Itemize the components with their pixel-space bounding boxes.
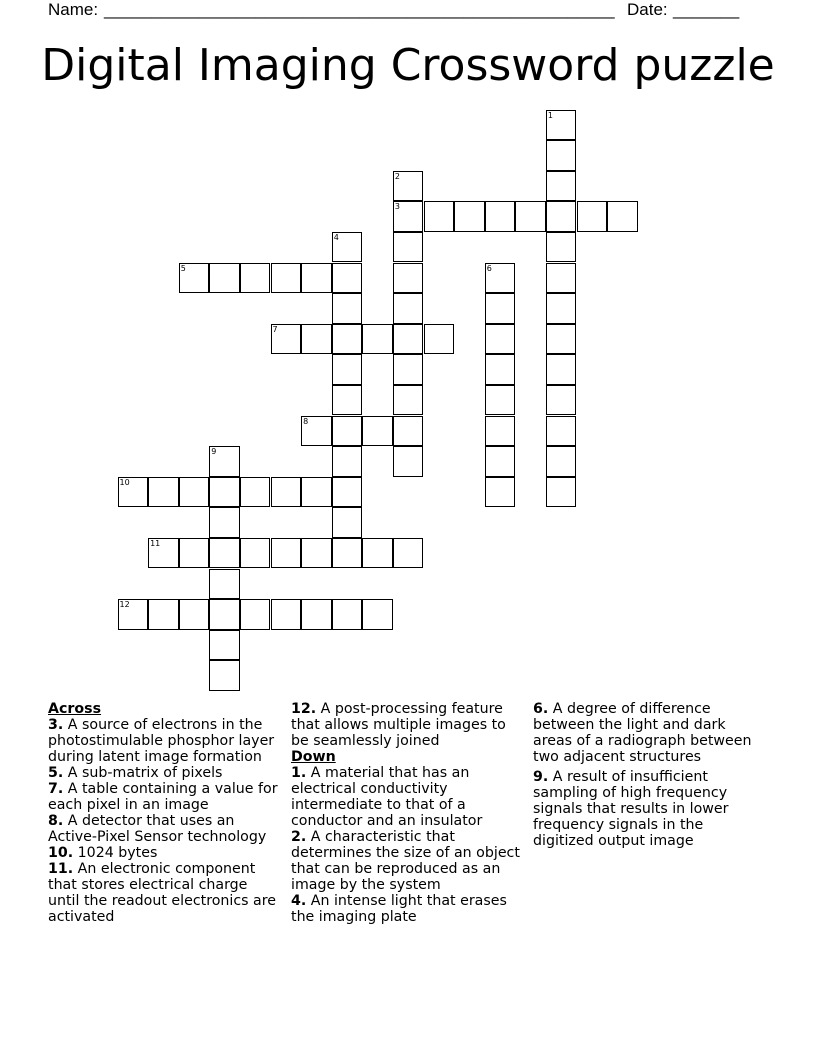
grid-cell[interactable] [332, 507, 363, 538]
grid-cell[interactable] [362, 538, 393, 569]
grid-cell[interactable] [424, 201, 455, 232]
grid-cell[interactable] [209, 263, 240, 294]
clues-column-2 [291, 701, 523, 925]
name-label: Name: [48, 0, 99, 19]
grid-cell[interactable] [271, 538, 302, 569]
grid-cell[interactable] [393, 385, 424, 416]
grid-cell[interactable] [485, 201, 516, 232]
grid-cell[interactable] [301, 538, 332, 569]
grid-cell[interactable] [332, 446, 363, 477]
across-heading: Across [48, 701, 102, 717]
clue-number: 10 [119, 477, 130, 487]
grid-cell[interactable] [485, 446, 516, 477]
grid-cell[interactable] [240, 538, 271, 569]
grid-cell[interactable] [362, 416, 393, 447]
grid-cell[interactable] [240, 263, 271, 294]
clue-number: 3 [394, 202, 400, 212]
clue-number: 6 [486, 263, 492, 273]
clue-number: 5 [180, 263, 186, 273]
grid-cell[interactable] [240, 599, 271, 630]
grid-cell[interactable] [118, 599, 149, 630]
clue-across-7: 7. A table containing a value for each pixel in an image [48, 781, 278, 813]
clue-down-4: 4. An intense light that erases the imaging plate [291, 893, 507, 925]
grid-cell[interactable] [209, 507, 240, 538]
grid-cell[interactable] [209, 660, 240, 691]
clues-column-3 [533, 701, 768, 849]
clue-number: 11 [150, 538, 161, 548]
grid-cell[interactable] [546, 324, 577, 355]
clue-number: 2 [394, 171, 400, 181]
grid-cell[interactable] [148, 477, 179, 508]
grid-cell[interactable] [271, 263, 302, 294]
grid-cell[interactable] [271, 324, 302, 355]
clue-across-10: 10. 1024 bytes [48, 845, 158, 861]
grid-cell[interactable] [546, 446, 577, 477]
clues-column-1 [48, 701, 283, 925]
grid-cell[interactable] [485, 293, 516, 324]
grid-cell[interactable] [209, 477, 240, 508]
grid-cell[interactable] [148, 599, 179, 630]
grid-cell[interactable] [515, 201, 546, 232]
grid-cell[interactable] [393, 201, 424, 232]
clue-down-9: 9. A result of insufficient sampling of high frequency signals that results in lower frequency signals in the digitized output image [533, 769, 729, 849]
grid-cell[interactable] [332, 416, 363, 447]
grid-cell[interactable] [546, 201, 577, 232]
grid-cell[interactable] [332, 538, 363, 569]
grid-cell[interactable] [485, 263, 516, 294]
grid-cell[interactable] [393, 232, 424, 263]
grid-cell[interactable] [332, 263, 363, 294]
grid-cell[interactable] [179, 477, 210, 508]
grid-cell[interactable] [240, 477, 271, 508]
grid-cell[interactable] [209, 630, 240, 661]
grid-cell[interactable] [607, 201, 638, 232]
grid-cell[interactable] [209, 569, 240, 600]
clue-down-6: 6. A degree of difference between the light and dark areas of a radiograph between two adjacent structures [533, 701, 752, 765]
grid-cell[interactable] [546, 385, 577, 416]
grid-cell[interactable] [393, 416, 424, 447]
grid-cell[interactable] [546, 477, 577, 508]
grid-cell[interactable] [546, 263, 577, 294]
grid-cell[interactable] [577, 201, 608, 232]
clue-across-8: 8. A detector that uses an Active-Pixel Sensor technology [48, 813, 267, 845]
clue-across-5: 5. A sub-matrix of pixels [48, 765, 223, 781]
grid-cell[interactable] [332, 232, 363, 263]
grid-cell[interactable] [485, 324, 516, 355]
grid-cell[interactable] [546, 110, 577, 141]
clue-number: 8 [303, 416, 309, 426]
grid-cell[interactable] [301, 324, 332, 355]
grid-cell[interactable] [546, 171, 577, 202]
grid-cell[interactable] [424, 324, 455, 355]
grid-cell[interactable] [393, 354, 424, 385]
grid-cell[interactable] [301, 416, 332, 447]
grid-cell[interactable] [485, 385, 516, 416]
grid-cell[interactable] [179, 538, 210, 569]
grid-cell[interactable] [148, 538, 179, 569]
grid-cell[interactable] [332, 385, 363, 416]
down-heading: Down [291, 749, 336, 765]
grid-cell[interactable] [271, 477, 302, 508]
grid-cell[interactable] [332, 477, 363, 508]
grid-cell[interactable] [546, 416, 577, 447]
grid-cell[interactable] [301, 263, 332, 294]
clue-number: 12 [119, 600, 130, 610]
grid-cell[interactable] [546, 232, 577, 263]
page-title: Digital Imaging Crossword puzzle [41, 40, 775, 91]
grid-cell[interactable] [393, 538, 424, 569]
grid-cell[interactable] [485, 416, 516, 447]
clue-number: 4 [333, 232, 339, 242]
clue-number: 9 [211, 447, 217, 457]
clue-number: 7 [272, 324, 278, 334]
grid-cell[interactable] [393, 324, 424, 355]
grid-cell[interactable] [546, 140, 577, 171]
grid-cell[interactable] [301, 477, 332, 508]
grid-cell[interactable] [179, 263, 210, 294]
date-label: Date: [627, 0, 668, 19]
grid-cell[interactable] [454, 201, 485, 232]
grid-cell[interactable] [271, 599, 302, 630]
grid-cell[interactable] [362, 324, 393, 355]
clue-across-11: 11. An electronic component that stores electrical charge until the readout electronics are activated [48, 861, 276, 925]
clue-across-3: 3. A source of electrons in the photostimulable phosphor layer during latent image formation [48, 717, 275, 765]
grid-cell[interactable] [209, 538, 240, 569]
date-line[interactable]: _______ [673, 0, 740, 19]
grid-cell[interactable] [362, 599, 393, 630]
clue-down-2: 2. A characteristic that determines the size of an object that can be reproduced as an image by the system [291, 829, 520, 893]
grid-cell[interactable] [546, 293, 577, 324]
grid-cell[interactable] [209, 599, 240, 630]
clue-down-1: 1. A material that has an electrical conductivity intermediate to that of a conductor and an insulator [291, 765, 483, 829]
grid-cell[interactable] [118, 477, 149, 508]
name-line[interactable]: ______________________________________________________ [104, 0, 615, 19]
grid-cell[interactable] [393, 446, 424, 477]
grid-cell[interactable] [546, 354, 577, 385]
clue-across-12: 12. A post-processing feature that allows multiple images to be seamlessly joined [291, 701, 506, 749]
grid-cell[interactable] [209, 446, 240, 477]
grid-cell[interactable] [393, 171, 424, 202]
grid-cell[interactable] [179, 599, 210, 630]
grid-cell[interactable] [301, 599, 332, 630]
grid-cell[interactable] [393, 263, 424, 294]
grid-cell[interactable] [485, 477, 516, 508]
grid-cell[interactable] [485, 354, 516, 385]
grid-cell[interactable] [332, 599, 363, 630]
grid-cell[interactable] [332, 354, 363, 385]
clue-number: 1 [547, 110, 553, 120]
grid-cell[interactable] [332, 293, 363, 324]
grid-cell[interactable] [332, 324, 363, 355]
grid-cell[interactable] [393, 293, 424, 324]
